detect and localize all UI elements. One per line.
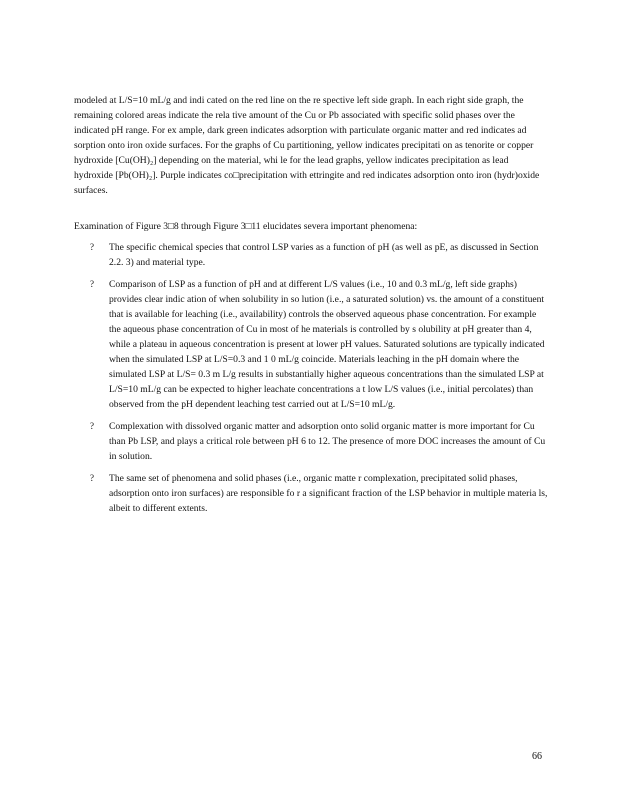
bullet-marker-icon: ? [90,279,94,289]
bullet-list [74,240,548,523]
bullet-text: Complexation with dissolved organic matter and adsorption onto solid organic matter is more important for Cu than Pb LSP, and plays a critical role between pH 6 to 12. The presence of more DOC increases the amount of Cu in solution. [109,421,546,462]
bullet-marker-icon: ? [90,242,94,252]
bullet-text: The specific chemical species that control LSP varies as a function of pH (as well as pE, as discussed in Section 2.2. 3) and material type. [109,242,539,268]
lead-sentence: Examination of Figure 3□8 through Figure 3□11 elucidates severa important phenomena: [74,221,418,232]
list-item [74,471,548,516]
list-item [74,240,548,270]
page-number: 66 [532,751,542,762]
bullet-text: The same set of phenomena and solid phases (i.e., organic matte r complexation, precipitated solid phases, adsorption onto iron surfaces) are responsible fo r a significant fraction of the LSP behavior in multiple materia ls, albeit to different extents. [109,473,548,514]
list-item [74,419,548,464]
bullet-marker-icon: ? [90,473,94,483]
bullet-marker-icon: ? [90,421,94,431]
intro-paragraph: modeled at L/S=10 mL/g and indi cated on the red line on the re spective left side graph. In each right side graph, the remaining colored areas indicate the rela tive amount of the Cu or Pb associated with specific solid phases over the indicated pH range. For ex ample, dark green indicates adsorption with particulate organic matter and red indicates ad sorption onto iron oxide surfaces. For the graphs of Cu partitioning, yellow indicates precipitati on as tenorite or copper hydroxide [Cu(OH)₂] depending on the material, whi le for the lead graphs, yellow indicates precipitation as lead hydroxide [Pb(OH)₂]. Purple indicates co□precipitation with ettringite and red indicates adsorption onto iron (hydr)oxide surfaces. [74,95,540,196]
list-item [74,277,548,412]
bullet-text: Comparison of LSP as a function of pH and at different L/S values (i.e., 10 and 0.3 mL/g, left side graphs) provides clear indic ation of when solubility in so lution (i.e., a saturated solution) vs. the amount of a constituent that is available for leaching (i.e., availability) controls the observed aqueous phase concentration. For example the aqueous phase concentration of Cu in most of he materials is controlled by s olubility at pH greater than 4, while a plateau in aqueous concentration is present at lower pH values. Saturated solutions are typically indicated when the simulated LSP at L/S=0.3 and 1 0 mL/g coincide. Materials leaching in the pH domain where the simulated LSP at L/S= 0.3 m L/g results in substantially higher aqueous concentrations than the simulated LSP at L/S=10 mL/g can be expected to higher leachate concentrations a t low L/S values (i.e., initial percolates) than observed from the pH dependent leaching test carried out at L/S=10 mL/g. [109,279,545,410]
